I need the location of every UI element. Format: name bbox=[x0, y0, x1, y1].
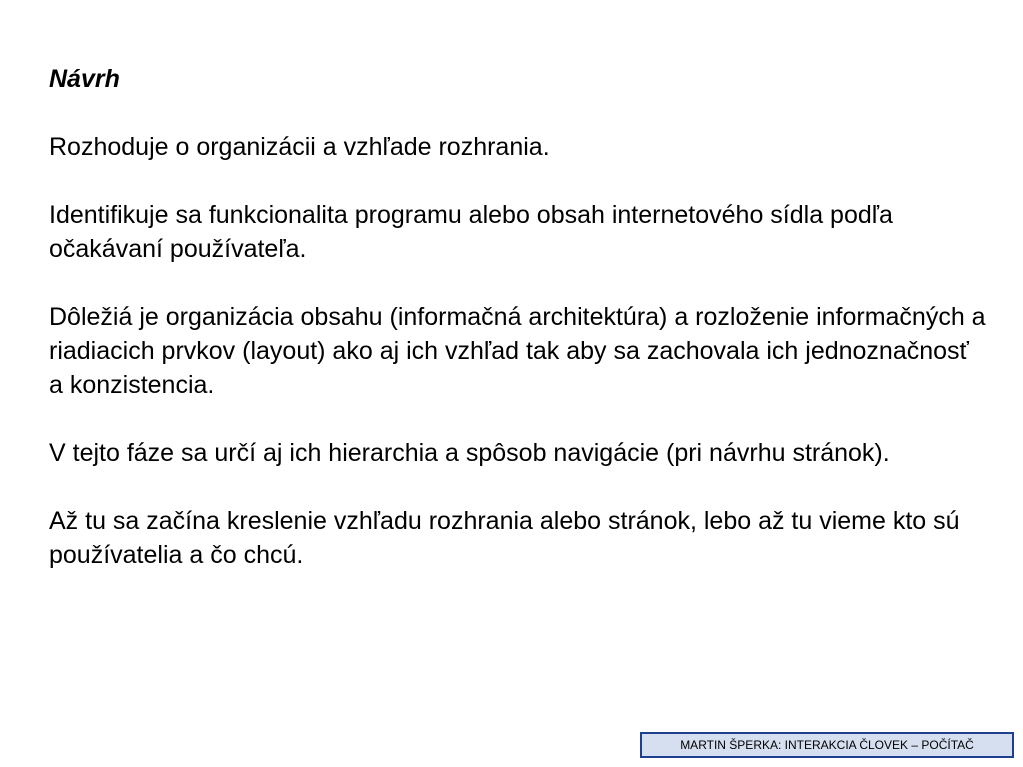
paragraph-2: Identifikuje sa funkcionalita programu alebo obsah internetového sídla podľa očakávaní používateľa. bbox=[49, 201, 893, 263]
paragraph-1: Rozhoduje o organizácii a vzhľade rozhrania. bbox=[49, 133, 550, 161]
footer-author-label: MARTIN ŠPERKA: INTERAKCIA ČLOVEK – POČÍTAČ bbox=[640, 732, 1014, 758]
paragraph-3: Dôležiá je organizácia obsahu (informačná architektúra) a rozloženie informačných a riadiacich prvkov (layout) ako aj ich vzhľad tak aby sa zachovala ich jednoznačnosť a konzistencia. bbox=[49, 303, 986, 399]
slide-title: Návrh bbox=[49, 65, 120, 93]
paragraph-5: Až tu sa začína kreslenie vzhľadu rozhrania alebo stránok, lebo až tu vieme kto sú používatelia a čo chcú. bbox=[49, 507, 960, 569]
slide-content bbox=[49, 62, 989, 606]
paragraph-4: V tejto fáze sa určí aj ich hierarchia a spôsob navigácie (pri návrhu stránok). bbox=[49, 439, 890, 467]
